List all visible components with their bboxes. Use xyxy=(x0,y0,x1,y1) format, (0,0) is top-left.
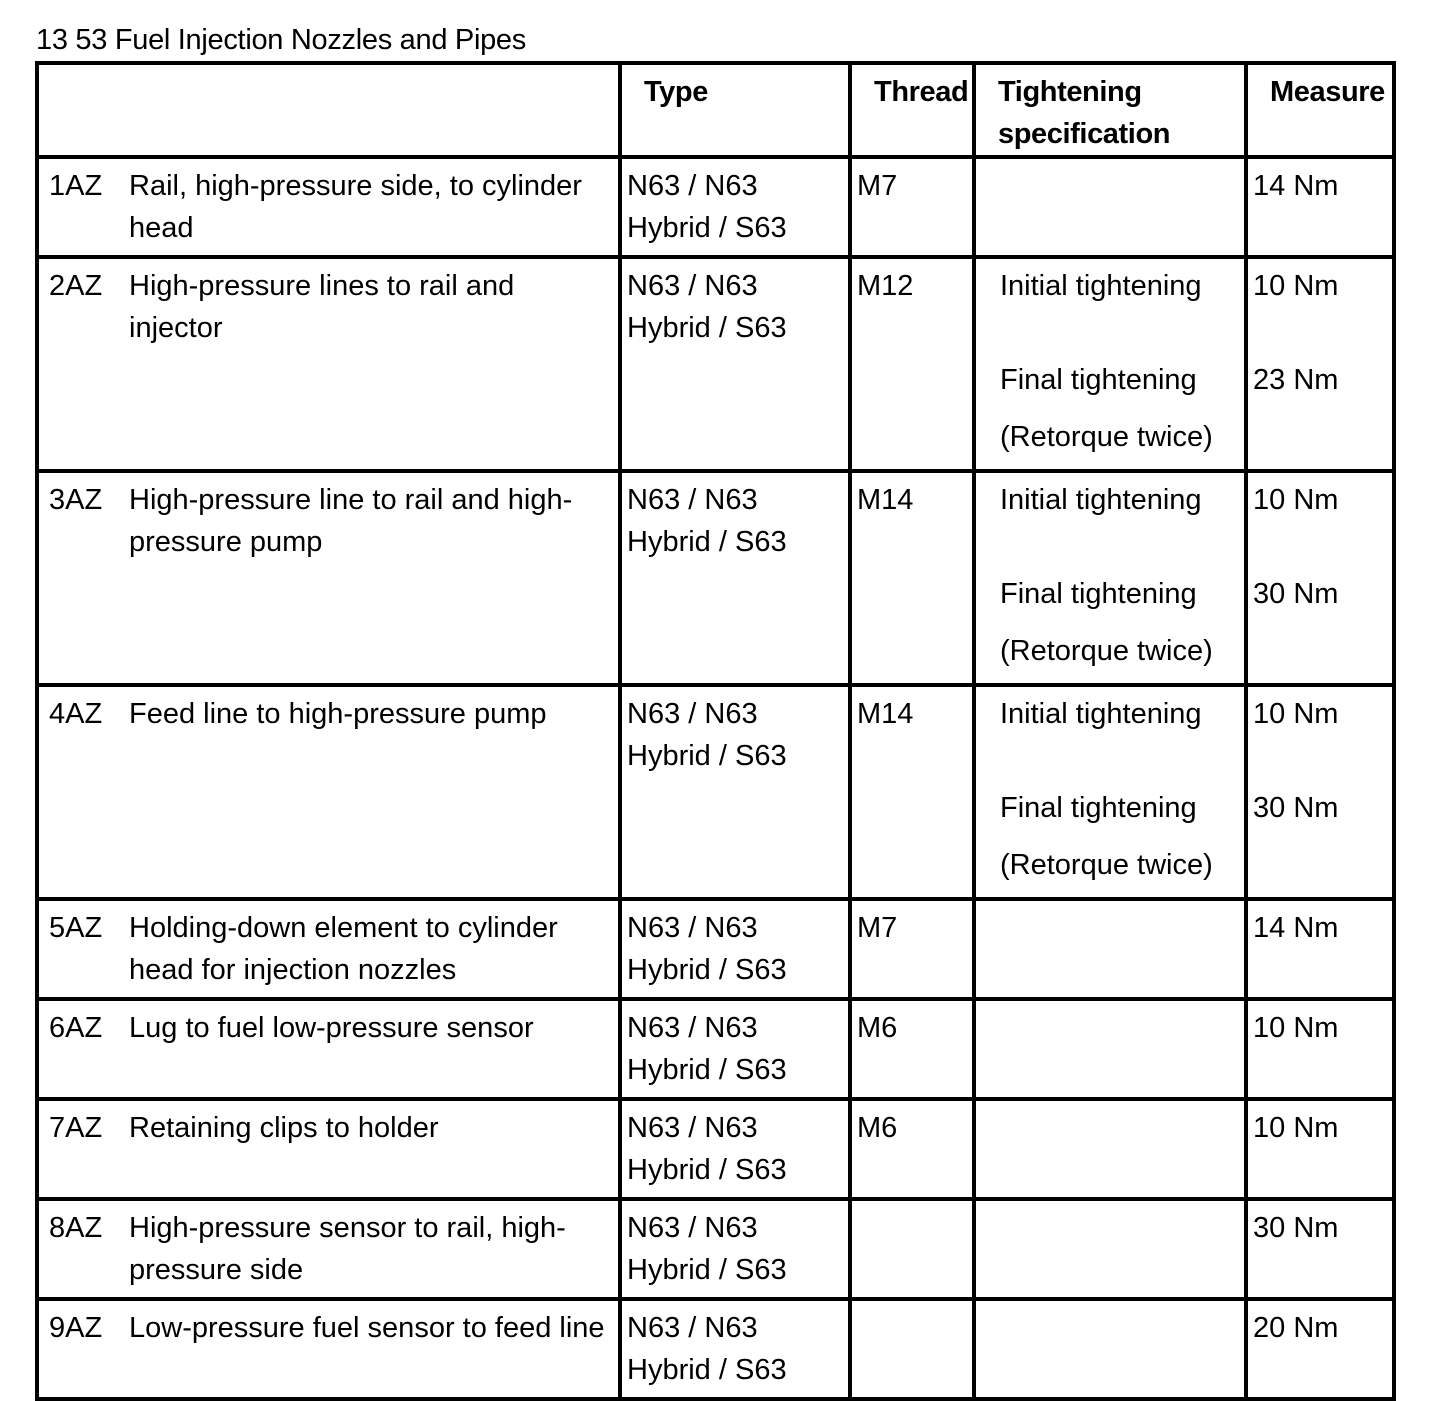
position-code: 9AZ xyxy=(49,1312,103,1344)
table-row xyxy=(37,1099,1394,1199)
torque-value: 10 Nm xyxy=(1253,270,1339,302)
header-tightening-specification: Tightening specification xyxy=(974,63,1246,157)
description-cell xyxy=(37,257,620,471)
description-cell xyxy=(37,899,620,999)
torque-spec-table xyxy=(35,61,1396,1401)
component-description: Low-pressure fuel sensor to feed line xyxy=(129,1312,605,1344)
torque-value: 14 Nm xyxy=(1253,170,1339,202)
description-cell xyxy=(37,471,620,685)
table-row xyxy=(37,1199,1394,1299)
torque-value: 30 Nm xyxy=(1253,792,1339,824)
position-code: 8AZ xyxy=(49,1212,103,1244)
measure-cell xyxy=(1246,157,1394,257)
table-row xyxy=(37,257,1394,471)
engine-type-cell: N63 / N63 Hybrid / S63 xyxy=(620,1099,850,1199)
tightening-step: Final tightening xyxy=(1000,578,1197,610)
table-body xyxy=(37,157,1394,1399)
thread-cell xyxy=(850,1299,974,1399)
engine-type-cell: N63 / N63 Hybrid / S63 xyxy=(620,685,850,899)
thread-cell: M7 xyxy=(850,899,974,999)
tightening-specification-cell xyxy=(974,685,1246,899)
torque-value: 20 Nm xyxy=(1253,1312,1339,1344)
torque-value: 30 Nm xyxy=(1253,578,1339,610)
torque-value: 30 Nm xyxy=(1253,1212,1339,1244)
measure-cell xyxy=(1246,1099,1394,1199)
tightening-specification-cell xyxy=(974,157,1246,257)
thread-cell: M6 xyxy=(850,1099,974,1199)
header-description xyxy=(37,63,620,157)
table-row xyxy=(37,471,1394,685)
tightening-step: Initial tightening xyxy=(1000,698,1202,730)
measure-cell xyxy=(1246,257,1394,471)
thread-cell: M14 xyxy=(850,471,974,685)
engine-type-cell: N63 / N63 Hybrid / S63 xyxy=(620,999,850,1099)
tightening-step: (Retorque twice) xyxy=(1000,421,1213,453)
header-row xyxy=(37,63,1394,157)
tightening-step: (Retorque twice) xyxy=(1000,635,1213,667)
position-code: 4AZ xyxy=(49,698,103,730)
tightening-step: Initial tightening xyxy=(1000,270,1202,302)
tightening-specification-cell xyxy=(974,1199,1246,1299)
header-measure: Measure xyxy=(1246,63,1394,157)
description-cell xyxy=(37,1299,620,1399)
table-row xyxy=(37,685,1394,899)
engine-type-cell: N63 / N63 Hybrid / S63 xyxy=(620,1299,850,1399)
torque-value: 23 Nm xyxy=(1253,364,1339,396)
header-thread: Thread xyxy=(850,63,974,157)
header-type: Type xyxy=(620,63,850,157)
torque-value: 10 Nm xyxy=(1253,1012,1339,1044)
torque-value: 10 Nm xyxy=(1253,1112,1339,1144)
engine-type-cell: N63 / N63 Hybrid / S63 xyxy=(620,471,850,685)
torque-value: 10 Nm xyxy=(1253,484,1339,516)
component-description: High-pressure sensor to rail, high-pressure side xyxy=(129,1212,566,1286)
component-description: High-pressure line to rail and high-pressure pump xyxy=(129,484,573,558)
table-row xyxy=(37,1299,1394,1399)
table-row xyxy=(37,157,1394,257)
tightening-specification-cell xyxy=(974,257,1246,471)
measure-cell xyxy=(1246,471,1394,685)
engine-type-cell: N63 / N63 Hybrid / S63 xyxy=(620,1199,850,1299)
table-row xyxy=(37,999,1394,1099)
engine-type-cell: N63 / N63 Hybrid / S63 xyxy=(620,157,850,257)
measure-cell xyxy=(1246,685,1394,899)
thread-cell xyxy=(850,1199,974,1299)
component-description: Lug to fuel low-pressure sensor xyxy=(129,1012,534,1044)
position-code: 1AZ xyxy=(49,170,103,202)
measure-cell xyxy=(1246,999,1394,1099)
component-description: Holding-down element to cylinder head for injection nozzles xyxy=(129,912,558,986)
tightening-step: Final tightening xyxy=(1000,792,1197,824)
tightening-step: (Retorque twice) xyxy=(1000,849,1213,881)
tightening-specification-cell xyxy=(974,1299,1246,1399)
document-title: 13 53 Fuel Injection Nozzles and Pipes xyxy=(36,24,526,56)
thread-cell: M7 xyxy=(850,157,974,257)
description-cell xyxy=(37,1099,620,1199)
torque-value: 10 Nm xyxy=(1253,698,1339,730)
component-description: Rail, high-pressure side, to cylinder head xyxy=(129,170,582,244)
component-description: Retaining clips to holder xyxy=(129,1112,439,1144)
torque-value: 14 Nm xyxy=(1253,912,1339,944)
component-description: High-pressure lines to rail and injector xyxy=(129,270,515,344)
tightening-step: Final tightening xyxy=(1000,364,1197,396)
tightening-specification-cell xyxy=(974,1099,1246,1199)
position-code: 7AZ xyxy=(49,1112,103,1144)
engine-type-cell: N63 / N63 Hybrid / S63 xyxy=(620,899,850,999)
thread-cell: M6 xyxy=(850,999,974,1099)
thread-cell: M12 xyxy=(850,257,974,471)
tightening-specification-cell xyxy=(974,999,1246,1099)
description-cell xyxy=(37,685,620,899)
position-code: 3AZ xyxy=(49,484,103,516)
thread-cell: M14 xyxy=(850,685,974,899)
measure-cell xyxy=(1246,1299,1394,1399)
tightening-specification-cell xyxy=(974,471,1246,685)
measure-cell xyxy=(1246,899,1394,999)
engine-type-cell: N63 / N63 Hybrid / S63 xyxy=(620,257,850,471)
description-cell xyxy=(37,157,620,257)
position-code: 2AZ xyxy=(49,270,103,302)
component-description: Feed line to high-pressure pump xyxy=(129,698,547,730)
position-code: 6AZ xyxy=(49,1012,103,1044)
tightening-step: Initial tightening xyxy=(1000,484,1202,516)
table-row xyxy=(37,899,1394,999)
tightening-specification-cell xyxy=(974,899,1246,999)
position-code: 5AZ xyxy=(49,912,103,944)
description-cell xyxy=(37,1199,620,1299)
measure-cell xyxy=(1246,1199,1394,1299)
description-cell xyxy=(37,999,620,1099)
